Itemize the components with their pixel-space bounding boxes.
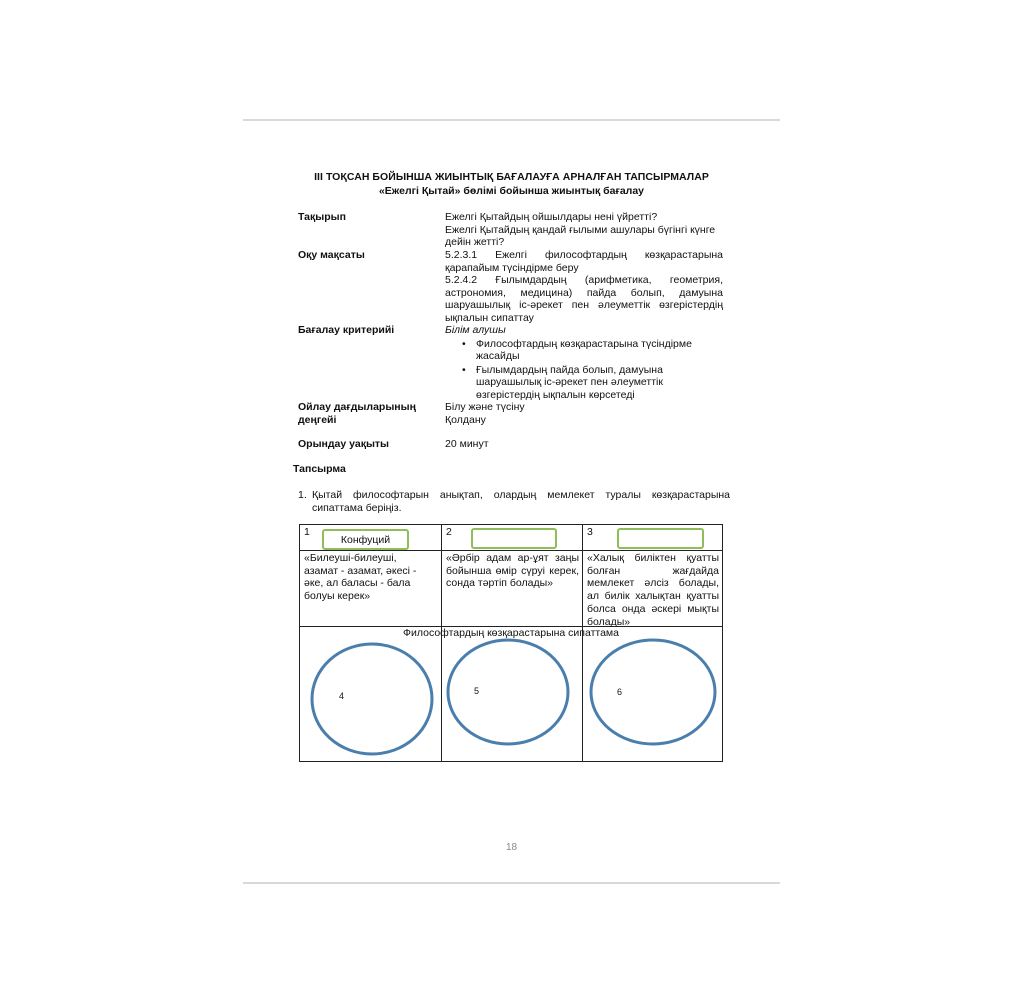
criteria-value bbox=[445, 324, 723, 402]
bullet-icon: • bbox=[462, 363, 466, 376]
objectives-value bbox=[445, 249, 723, 325]
thinking-level-label-line: деңгейі bbox=[298, 414, 337, 426]
page-top-divider bbox=[243, 119, 780, 121]
table-divider bbox=[299, 550, 723, 551]
task-title: Тапсырма bbox=[293, 463, 346, 475]
philosopher-quote: «Билеуші-билеуші, азамат - азамат, әкесі - әке, ал баласы - бала болуы керек» bbox=[304, 552, 417, 603]
criteria-label: Бағалау критерийі bbox=[298, 324, 395, 336]
criteria-bullet bbox=[445, 338, 723, 363]
task-number: 1. bbox=[298, 489, 307, 501]
thinking-level-value bbox=[445, 401, 723, 426]
topic-value bbox=[445, 211, 723, 249]
views-description-title: Философтардың көзқарастарына сипаттама bbox=[403, 627, 619, 639]
answer-circle[interactable] bbox=[591, 640, 715, 744]
bullet-icon: • bbox=[462, 337, 466, 350]
document-title: ІІІ ТОҚСАН БОЙЫНША ЖИЫНТЫҚ БАҒАЛАУҒА АРНАЛҒАН ТАПСЫРМАЛАР bbox=[314, 171, 709, 183]
circle-label: 5 bbox=[474, 686, 480, 696]
objective-line: 5.2.4.2 Ғылымдардың (арифметика, геометрия, астрономия, медицина) пайда болып, дамуына шаруашылық іс-әрекет пен әлеуметтік өзгерістердің ықпалын сипаттау bbox=[445, 274, 723, 324]
circle-label: 6 bbox=[617, 687, 623, 697]
philosopher-name-field[interactable] bbox=[617, 528, 704, 549]
topic-line: Ежелгі Қытайдың ойшылдары нені үйретті? bbox=[445, 211, 658, 223]
philosopher-quote: «Халық биліктен қуатты болған жағдайда мемлекет әлсіз болады, ал билік халықтан қуатты болса онда әскері мықты болады» bbox=[587, 552, 719, 628]
thinking-level-line: Білу және түсіну bbox=[445, 401, 525, 413]
criteria-intro: Білім алушы bbox=[445, 324, 506, 336]
thinking-level-line: Қолдану bbox=[445, 413, 486, 426]
criteria-bullet bbox=[445, 364, 723, 402]
criteria-bullet-text: Философтардың көзқарастарына түсіндірме жасайды bbox=[476, 337, 692, 363]
philosopher-name-field[interactable]: Конфуций bbox=[322, 529, 409, 550]
time-value: 20 минут bbox=[445, 438, 489, 450]
document-subtitle: «Ежелгі Қытай» бөлімі бойынша жиынтық бағалау bbox=[378, 185, 645, 197]
time-label: Орындау уақыты bbox=[298, 438, 390, 450]
objectives-label: Оқу мақсаты bbox=[298, 249, 365, 261]
criteria-bullet-text: Ғылымдардың пайда болып, дамуына шаруашылық іс-әрекет пен әлеуметтік өзгерістердің ықпалын көрсетеді bbox=[476, 363, 663, 401]
thinking-level-label-line: Ойлау дағдыларының bbox=[298, 401, 416, 413]
objective-line: 5.2.3.1 Ежелгі философтардың көзқарастарына қарапайым түсіндірме беру bbox=[445, 249, 723, 274]
page-number: 18 bbox=[505, 842, 518, 853]
answer-circle[interactable] bbox=[312, 644, 432, 754]
philosopher-name-field[interactable] bbox=[471, 528, 557, 549]
topic-label: Тақырып bbox=[298, 211, 346, 223]
circle-label: 4 bbox=[339, 691, 345, 701]
task-text: Қытай философтарын анықтап, олардың мемлекет туралы көзқарастарына сипаттама беріңіз. bbox=[312, 489, 730, 514]
column-number: 3 bbox=[587, 526, 593, 538]
answer-circle[interactable] bbox=[448, 640, 568, 744]
topic-line: Ежелгі Қытайдың қандай ғылыми ашулары бүгінгі күнге дейін жетті? bbox=[445, 223, 716, 249]
column-number: 2 bbox=[446, 526, 452, 538]
answer-circles bbox=[299, 638, 723, 762]
philosopher-quote: «Әрбір адам ар-ұят заңы бойынша өмір сүруі керек, сонда тәртіп болады» bbox=[446, 552, 579, 590]
column-number: 1 bbox=[304, 526, 310, 538]
thinking-level-label bbox=[298, 401, 416, 427]
page-bottom-divider bbox=[243, 882, 780, 884]
